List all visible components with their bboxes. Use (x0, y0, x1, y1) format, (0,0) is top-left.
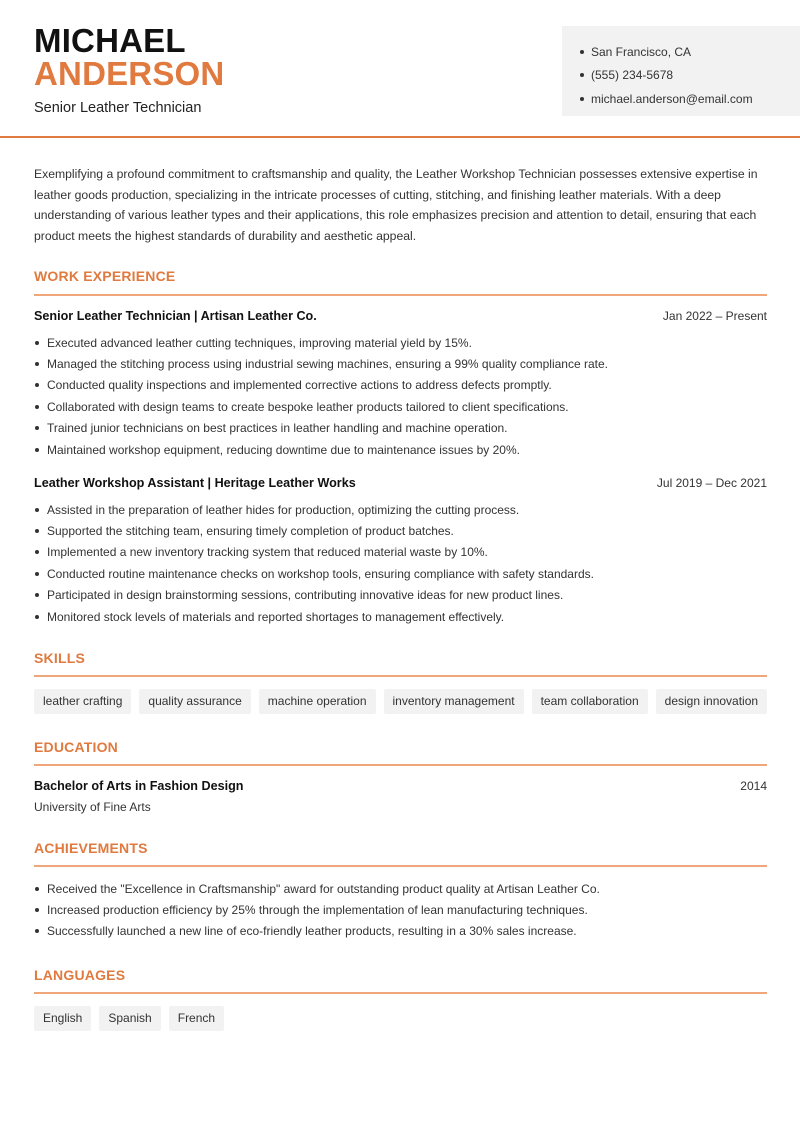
language-tag: English (34, 1006, 91, 1031)
bullet-icon (35, 405, 39, 409)
job-dates: Jan 2022 – Present (662, 309, 767, 323)
list-item-text: Participated in design brainstorming sessions, contributing innovative ideas for new product lines. (47, 588, 564, 603)
bullet-icon (35, 383, 39, 387)
skill-tag: inventory management (384, 689, 524, 714)
bullet-icon (35, 508, 39, 512)
section-divider (34, 992, 767, 994)
skill-tag: quality assurance (139, 689, 250, 714)
skill-tag: team collaboration (532, 689, 648, 714)
list-item (34, 353, 767, 374)
achievements-heading: ACHIEVEMENTS (34, 840, 148, 856)
skill-tag: leather crafting (34, 689, 131, 714)
languages-heading: LANGUAGES (34, 967, 126, 983)
job-title-company: Leather Workshop Assistant | Heritage Leather Works (34, 476, 356, 490)
bullet-icon (35, 615, 39, 619)
list-item-text: Increased production efficiency by 25% through the implementation of lean manufacturing techniques. (47, 903, 588, 918)
job-bullet-list (34, 499, 767, 627)
list-item-text: Assisted in the preparation of leather hides for production, optimizing the cutting process. (47, 502, 520, 517)
education-entry-header (34, 779, 767, 793)
list-item (34, 439, 767, 460)
bullet-icon (35, 448, 39, 452)
bullet-icon (580, 50, 584, 54)
list-item-text: Conducted routine maintenance checks on workshop tools, ensuring compliance with safety standards. (47, 566, 594, 581)
resume-header (0, 0, 800, 138)
bullet-icon (580, 97, 584, 101)
bullet-icon (35, 908, 39, 912)
job-dates: Jul 2019 – Dec 2021 (656, 476, 767, 490)
bullet-icon (580, 73, 584, 77)
achievements-list (34, 878, 767, 942)
bullet-icon (35, 887, 39, 891)
list-item-text: Executed advanced leather cutting techniques, improving material yield by 15%. (47, 335, 472, 350)
list-item-text: Conducted quality inspections and implemented corrective actions to address defects promptly. (47, 378, 552, 393)
list-item (34, 520, 767, 541)
list-item-text: Maintained workshop equipment, reducing downtime due to maintenance issues by 20%. (47, 442, 520, 457)
skills-list (34, 689, 767, 714)
list-item (34, 418, 767, 439)
section-divider (34, 675, 767, 677)
contact-phone-text: (555) 234-5678 (591, 68, 674, 83)
work-experience-heading: WORK EXPERIENCE (34, 268, 176, 284)
education-heading: EDUCATION (34, 739, 118, 755)
profile-summary: Exemplifying a profound commitment to craftsmanship and quality, the Leather Workshop Technician possesses extensive expertise in leather goods production, specializing in the intricate processes of cutting, stitching, and finishing leather materials. With a deep understanding of various leather types and their applications, this role emphasizes precision and attention to detail, ensuring that each product meets the highest standards of durability and aesthetic appeal. (34, 167, 758, 243)
skill-tag: design innovation (656, 689, 767, 714)
list-item (34, 899, 767, 920)
list-item-text: Supported the stitching team, ensuring timely completion of product batches. (47, 524, 454, 539)
list-item (34, 499, 767, 520)
last-name: ANDERSON (34, 55, 225, 92)
list-item-text: Implemented a new inventory tracking system that reduced material waste by 10%. (47, 545, 488, 560)
job-entry-header (34, 309, 767, 323)
list-item (34, 606, 767, 627)
bullet-icon (35, 593, 39, 597)
bullet-icon (35, 362, 39, 366)
bullet-icon (35, 572, 39, 576)
degree-title: Bachelor of Arts in Fashion Design (34, 779, 244, 793)
section-divider (34, 764, 767, 766)
list-item (34, 585, 767, 606)
languages-list (34, 1006, 224, 1031)
skills-heading: SKILLS (34, 650, 85, 666)
language-tag: French (169, 1006, 224, 1031)
school-name: University of Fine Arts (34, 800, 151, 814)
list-item (34, 921, 767, 942)
list-item-text: Received the "Excellence in Craftsmanship" award for outstanding product quality at Artisan Leather Co. (47, 881, 600, 896)
list-item-text: Managed the stitching process using industrial sewing machines, ensuring a 99% quality compliance rate. (47, 357, 608, 372)
list-item-text: Monitored stock levels of materials and reported shortages to management effectively. (47, 609, 505, 624)
section-divider (34, 865, 767, 867)
bullet-icon (35, 529, 39, 533)
list-item (34, 332, 767, 353)
graduation-year: 2014 (740, 779, 767, 793)
job-title-company: Senior Leather Technician | Artisan Leather Co. (34, 309, 317, 323)
job-bullet-list (34, 332, 767, 460)
language-tag: Spanish (99, 1006, 160, 1031)
contact-box (562, 26, 800, 116)
section-divider (34, 294, 767, 296)
job-entry-header (34, 476, 767, 490)
bullet-icon (35, 426, 39, 430)
contact-phone (580, 64, 800, 88)
list-item-text: Successfully launched a new line of eco-friendly leather products, resulting in a 30% sales increase. (47, 924, 577, 939)
job-title: Senior Leather Technician (34, 100, 202, 116)
contact-location (580, 40, 800, 64)
list-item (34, 542, 767, 563)
bullet-icon (35, 550, 39, 554)
skill-tag: machine operation (259, 689, 376, 714)
bullet-icon (35, 341, 39, 345)
contact-email (580, 87, 800, 111)
list-item (34, 878, 767, 899)
list-item (34, 563, 767, 584)
list-item-text: Collaborated with design teams to create bespoke leather products tailored to client specifications. (47, 399, 569, 414)
bullet-icon (35, 929, 39, 933)
list-item (34, 375, 767, 396)
first-name: MICHAEL (34, 22, 186, 59)
contact-email-text: michael.anderson@email.com (591, 91, 753, 106)
list-item (34, 396, 767, 417)
contact-location-text: San Francisco, CA (591, 44, 692, 59)
list-item-text: Trained junior technicians on best practices in leather handling and machine operation. (47, 421, 508, 436)
